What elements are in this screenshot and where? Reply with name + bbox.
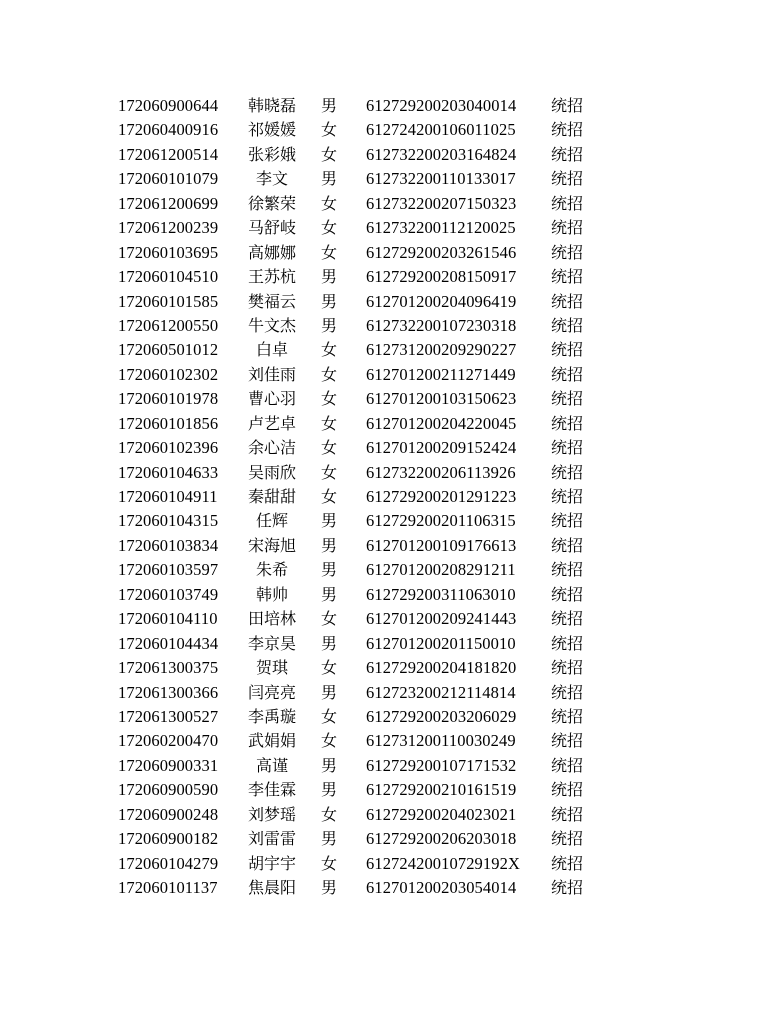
student-name-cell: 贺琪: [255, 658, 288, 678]
admission-type-cell: 统招: [551, 96, 584, 115]
student-name-cell: 武娟娟: [247, 731, 296, 751]
id-card-number-cell: 612729200204023021: [366, 804, 517, 824]
student-name-cell: 李文: [255, 169, 288, 189]
student-id-cell: 172060103834: [118, 535, 219, 555]
table-row: [0, 681, 768, 705]
student-id-cell: 172060101585: [118, 291, 219, 311]
student-name-cell: 闫亮亮: [247, 682, 296, 702]
student-name-cell: 刘雷雷: [247, 829, 296, 849]
student-id-cell: 172060104633: [118, 462, 219, 482]
student-id-cell: 172060101137: [118, 878, 218, 897]
admission-type-cell: 统招: [551, 267, 584, 287]
table-row: [0, 583, 768, 607]
student-id-cell: 172060900590: [118, 780, 219, 800]
admission-type-cell: 统招: [551, 853, 584, 873]
admission-type-cell: 统招: [551, 487, 584, 506]
student-name-cell: 任辉: [255, 511, 288, 531]
student-name-cell: 高娜娜: [247, 242, 296, 262]
student-name-cell: 余心洁: [247, 438, 296, 458]
gender-cell: 男: [320, 829, 337, 849]
table-row: [0, 192, 768, 216]
gender-cell: 男: [320, 267, 337, 287]
student-name-cell: 焦晨阳: [247, 878, 296, 897]
student-id-cell: 172060900182: [118, 829, 219, 849]
admission-type-cell: 统招: [551, 804, 584, 824]
admission-type-cell: 统招: [551, 364, 584, 384]
id-card-number-cell: 612729200204181820: [366, 658, 517, 678]
table-row: [0, 778, 768, 802]
student-id-cell: 172061300375: [118, 658, 219, 678]
student-name-cell: 刘梦瑶: [247, 804, 296, 824]
id-card-number-cell: 61272420010729192X: [366, 853, 520, 873]
table-row: [0, 705, 768, 729]
table-row: [0, 216, 768, 240]
student-name-cell: 徐繁荣: [247, 193, 296, 213]
admission-type-cell: 统招: [551, 144, 584, 164]
student-name-cell: 宋海旭: [247, 535, 296, 555]
admission-type-cell: 统招: [551, 658, 584, 678]
student-name-cell: 樊福云: [247, 291, 296, 311]
table-row: [0, 852, 768, 876]
id-card-number-cell: 612732200112120025: [366, 218, 516, 238]
table-row: [0, 509, 768, 533]
id-card-number-cell: 612701200209152424: [366, 438, 517, 458]
id-card-number-cell: 612729200201106315: [366, 511, 516, 531]
id-card-number-cell: 612701200103150623: [366, 389, 517, 409]
gender-cell: 女: [320, 706, 337, 726]
id-card-number-cell: 612729200210161519: [366, 780, 517, 800]
gender-cell: 男: [320, 291, 337, 311]
table-row: [0, 534, 768, 558]
admission-type-cell: 统招: [551, 291, 584, 311]
student-id-cell: 172060104434: [118, 633, 219, 653]
student-id-cell: 172061200699: [118, 193, 219, 213]
id-card-number-cell: 612729200201291223: [366, 487, 517, 506]
gender-cell: 男: [320, 633, 337, 653]
student-name-cell: 李京昊: [247, 633, 296, 653]
gender-cell: 男: [320, 682, 337, 702]
admission-type-cell: 统招: [551, 193, 584, 213]
id-card-number-cell: 612732200107230318: [366, 315, 517, 335]
id-card-number-cell: 612701200204096419: [366, 291, 517, 311]
student-id-cell: 172060104279: [118, 853, 219, 873]
student-id-cell: 172060104110: [118, 609, 218, 629]
gender-cell: 女: [320, 462, 337, 482]
student-id-cell: 172061200514: [118, 144, 219, 164]
gender-cell: 女: [320, 144, 337, 164]
student-id-cell: 172061300366: [118, 682, 219, 702]
admission-type-cell: 统招: [551, 829, 584, 849]
admission-type-cell: 统招: [551, 706, 584, 726]
table-row: [0, 607, 768, 631]
student-id-cell: 172060900248: [118, 804, 219, 824]
gender-cell: 女: [320, 487, 337, 506]
admission-type-cell: 统招: [551, 315, 584, 335]
student-name-cell: 胡宇宇: [247, 853, 296, 873]
student-name-cell: 马舒岐: [247, 218, 296, 238]
student-name-cell: 秦甜甜: [247, 487, 296, 506]
gender-cell: 女: [320, 438, 337, 458]
student-id-cell: 172061200550: [118, 315, 219, 335]
table-row: [0, 94, 768, 118]
student-id-cell: 172060104315: [118, 511, 219, 531]
id-card-number-cell: 612729200311063010: [366, 584, 516, 604]
student-name-cell: 刘佳雨: [247, 364, 296, 384]
gender-cell: 女: [320, 853, 337, 873]
gender-cell: 男: [320, 535, 337, 555]
student-id-cell: 172060200470: [118, 731, 219, 751]
student-id-cell: 172060900331: [118, 755, 219, 775]
id-card-number-cell: 612723200212114814: [366, 682, 516, 702]
id-card-number-cell: 612724200106011025: [366, 120, 516, 140]
gender-cell: 男: [320, 96, 337, 115]
id-card-number-cell: 612729200203261546: [366, 242, 517, 262]
id-card-number-cell: 612729200203040014: [366, 96, 517, 115]
student-id-cell: 172060103749: [118, 584, 219, 604]
student-name-cell: 卢艺卓: [247, 413, 296, 433]
gender-cell: 女: [320, 804, 337, 824]
admission-type-cell: 统招: [551, 731, 584, 751]
admission-type-cell: 统招: [551, 340, 584, 360]
gender-cell: 男: [320, 169, 337, 189]
student-id-cell: 172061200239: [118, 218, 219, 238]
id-card-number-cell: 612729200107171532: [366, 755, 517, 775]
admission-type-cell: 统招: [551, 535, 584, 555]
admission-type-cell: 统招: [551, 413, 584, 433]
gender-cell: 男: [320, 560, 337, 580]
table-row: [0, 436, 768, 460]
gender-cell: 女: [320, 658, 337, 678]
id-card-number-cell: 612729200203206029: [366, 706, 517, 726]
table-row: [0, 118, 768, 142]
admission-type-cell: 统招: [551, 878, 584, 897]
student-name-cell: 张彩娥: [247, 144, 296, 164]
student-id-cell: 172060900644: [118, 96, 219, 115]
student-id-cell: 172060104911: [118, 487, 218, 506]
table-row: [0, 412, 768, 436]
id-card-number-cell: 612731200209290227: [366, 340, 517, 360]
student-name-cell: 李禹璇: [247, 706, 296, 726]
gender-cell: 男: [320, 878, 337, 897]
id-card-number-cell: 612729200208150917: [366, 267, 517, 287]
id-card-number-cell: 612732200207150323: [366, 193, 517, 213]
student-name-cell: 韩帅: [255, 584, 288, 604]
gender-cell: 男: [320, 584, 337, 604]
table-row: [0, 241, 768, 265]
gender-cell: 女: [320, 242, 337, 262]
gender-cell: 女: [320, 609, 337, 629]
admission-type-cell: 统招: [551, 389, 584, 409]
id-card-number-cell: 612732200203164824: [366, 144, 517, 164]
id-card-number-cell: 612701200109176613: [366, 535, 517, 555]
table-row: [0, 827, 768, 851]
admission-type-cell: 统招: [551, 609, 584, 629]
gender-cell: 男: [320, 315, 337, 335]
table-row: [0, 338, 768, 362]
gender-cell: 女: [320, 364, 337, 384]
table-row: [0, 729, 768, 753]
student-name-cell: 韩晓磊: [247, 96, 296, 115]
table-row: [0, 167, 768, 191]
gender-cell: 女: [320, 413, 337, 433]
id-card-number-cell: 612701200203054014: [366, 878, 517, 897]
admission-type-cell: 统招: [551, 755, 584, 775]
table-row: [0, 143, 768, 167]
student-id-cell: 172060103695: [118, 242, 219, 262]
table-row: [0, 363, 768, 387]
table-row: [0, 461, 768, 485]
admission-type-cell: 统招: [551, 218, 584, 238]
admission-type-cell: 统招: [551, 462, 584, 482]
id-card-number-cell: 612731200110030249: [366, 731, 516, 751]
gender-cell: 女: [320, 389, 337, 409]
id-card-number-cell: 612701200209241443: [366, 609, 517, 629]
id-card-number-cell: 612701200208291211: [366, 560, 516, 580]
admission-type-cell: 统招: [551, 169, 584, 189]
admission-type-cell: 统招: [551, 633, 584, 653]
gender-cell: 女: [320, 120, 337, 140]
table-row: [0, 632, 768, 656]
admission-type-cell: 统招: [551, 682, 584, 702]
admission-type-cell: 统招: [551, 438, 584, 458]
student-name-cell: 曹心羽: [247, 389, 296, 409]
gender-cell: 男: [320, 780, 337, 800]
table-row: [0, 803, 768, 827]
table-row: [0, 290, 768, 314]
id-card-number-cell: 612729200206203018: [366, 829, 517, 849]
student-name-cell: 田培林: [247, 609, 296, 629]
student-name-cell: 高谨: [255, 755, 288, 775]
admission-type-cell: 统招: [551, 560, 584, 580]
table-row: [0, 265, 768, 289]
student-name-cell: 朱希: [255, 560, 288, 580]
student-id-cell: 172060102302: [118, 364, 219, 384]
table-row: [0, 754, 768, 778]
gender-cell: 女: [320, 218, 337, 238]
admission-type-cell: 统招: [551, 120, 584, 140]
admission-type-cell: 统招: [551, 242, 584, 262]
table-row: [0, 485, 768, 509]
table-row: [0, 314, 768, 338]
id-card-number-cell: 612732200206113926: [366, 462, 516, 482]
student-id-cell: 172060101079: [118, 169, 219, 189]
student-name-cell: 王苏杭: [247, 267, 296, 287]
gender-cell: 男: [320, 511, 337, 531]
student-name-cell: 李佳霖: [247, 780, 296, 800]
admission-type-cell: 统招: [551, 511, 584, 531]
student-id-cell: 172060501012: [118, 340, 219, 360]
student-name-cell: 祁媛媛: [247, 120, 296, 140]
table-row: [0, 656, 768, 680]
admission-type-cell: 统招: [551, 780, 584, 800]
student-name-cell: 牛文杰: [247, 315, 296, 335]
table-row: [0, 387, 768, 411]
gender-cell: 女: [320, 193, 337, 213]
student-id-cell: 172060102396: [118, 438, 219, 458]
student-id-cell: 172060104510: [118, 267, 219, 287]
student-name-cell: 吴雨欣: [247, 462, 296, 482]
id-card-number-cell: 612701200204220045: [366, 413, 517, 433]
admission-type-cell: 统招: [551, 584, 584, 604]
student-id-cell: 172060103597: [118, 560, 219, 580]
id-card-number-cell: 612732200110133017: [366, 169, 516, 189]
student-id-cell: 172061300527: [118, 706, 219, 726]
table-row: [0, 558, 768, 582]
gender-cell: 女: [320, 731, 337, 751]
student-list-table: [0, 94, 768, 900]
id-card-number-cell: 612701200211271449: [366, 364, 516, 384]
student-id-cell: 172060101856: [118, 413, 219, 433]
student-id-cell: 172060101978: [118, 389, 219, 409]
gender-cell: 男: [320, 755, 337, 775]
gender-cell: 女: [320, 340, 337, 360]
student-name-cell: 白卓: [255, 340, 288, 360]
table-row: [0, 876, 768, 900]
student-id-cell: 172060400916: [118, 120, 219, 140]
id-card-number-cell: 612701200201150010: [366, 633, 516, 653]
